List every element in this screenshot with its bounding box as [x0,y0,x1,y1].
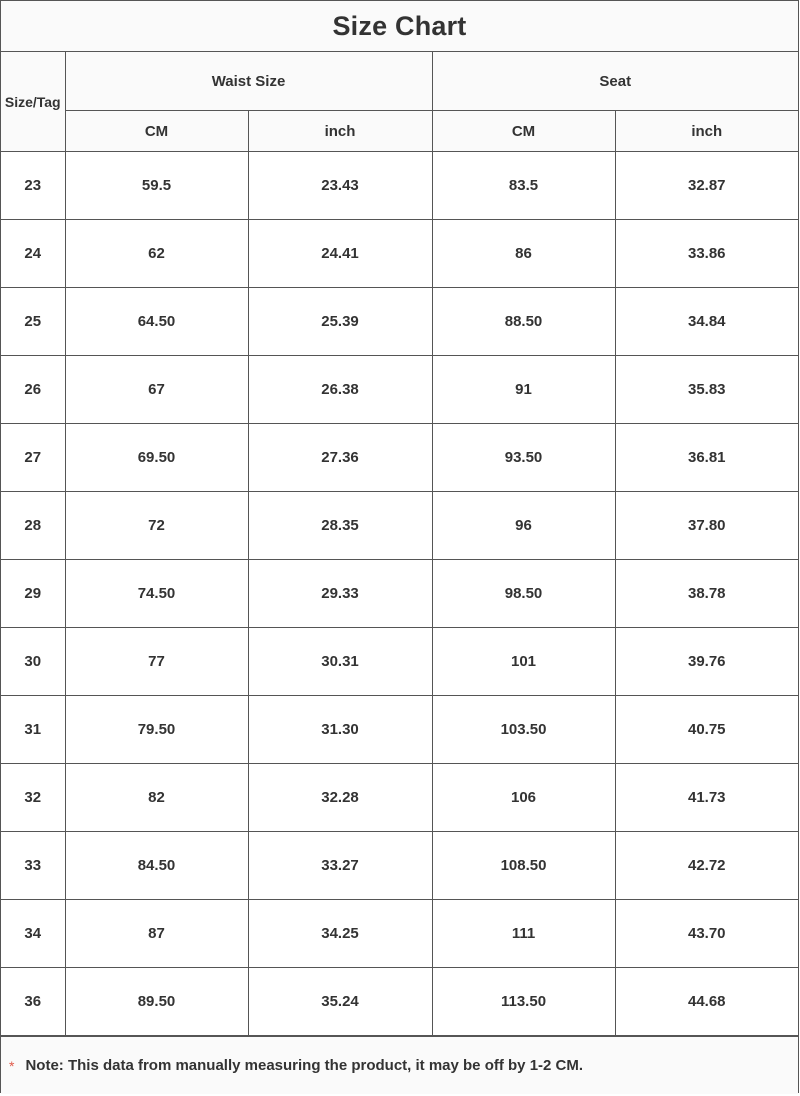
waist-cm-cell: 67 [65,356,248,424]
table-row [1,220,798,288]
waist-inch-cell: 28.35 [248,492,432,560]
seat-inch-cell: 37.80 [615,492,798,560]
seat-inch-cell: 38.78 [615,560,798,628]
seat-cm-cell: 108.50 [432,832,615,900]
seat-inch-cell: 41.73 [615,764,798,832]
waist-cm-cell: 59.5 [65,152,248,220]
waist-cm-cell: 74.50 [65,560,248,628]
waist-cm-cell: 69.50 [65,424,248,492]
header-unit-row [1,111,798,152]
seat-cm-cell: 93.50 [432,424,615,492]
header-group-row [1,52,798,111]
seat-inch-cell: 40.75 [615,696,798,764]
size-cell: 33 [1,832,65,900]
seat-cm-header: CM [432,111,615,152]
seat-header: Seat [432,52,798,111]
seat-cm-cell: 88.50 [432,288,615,356]
size-cell: 25 [1,288,65,356]
seat-cm-cell: 83.5 [432,152,615,220]
waist-cm-header: CM [65,111,248,152]
waist-cm-cell: 72 [65,492,248,560]
waist-inch-cell: 30.31 [248,628,432,696]
seat-cm-cell: 98.50 [432,560,615,628]
waist-inch-cell: 32.28 [248,764,432,832]
seat-inch-cell: 39.76 [615,628,798,696]
seat-cm-cell: 101 [432,628,615,696]
waist-inch-header: inch [248,111,432,152]
seat-inch-header: inch [615,111,798,152]
seat-inch-cell: 34.84 [615,288,798,356]
table-row [1,560,798,628]
seat-inch-cell: 32.87 [615,152,798,220]
waist-inch-cell: 27.36 [248,424,432,492]
seat-cm-cell: 113.50 [432,968,615,1036]
waist-cm-cell: 89.50 [65,968,248,1036]
waist-inch-cell: 35.24 [248,968,432,1036]
table-row [1,424,798,492]
table-row [1,764,798,832]
size-cell: 32 [1,764,65,832]
table-row [1,492,798,560]
table-row [1,696,798,764]
seat-cm-cell: 106 [432,764,615,832]
table-row [1,628,798,696]
waist-cm-cell: 82 [65,764,248,832]
size-chart-table [1,52,798,1036]
waist-inch-cell: 34.25 [248,900,432,968]
seat-cm-cell: 91 [432,356,615,424]
waist-inch-cell: 23.43 [248,152,432,220]
seat-cm-cell: 86 [432,220,615,288]
seat-cm-cell: 103.50 [432,696,615,764]
size-cell: 24 [1,220,65,288]
table-header [1,52,798,152]
table-body [1,152,798,1036]
waist-cm-cell: 87 [65,900,248,968]
waist-cm-cell: 84.50 [65,832,248,900]
seat-inch-cell: 43.70 [615,900,798,968]
size-cell: 23 [1,152,65,220]
waist-inch-cell: 33.27 [248,832,432,900]
seat-inch-cell: 44.68 [615,968,798,1036]
note-bar [1,1036,798,1094]
table-row [1,900,798,968]
seat-inch-cell: 35.83 [615,356,798,424]
size-tag-header: Size/Tag [1,52,65,152]
waist-cm-cell: 62 [65,220,248,288]
table-row [1,152,798,220]
size-cell: 27 [1,424,65,492]
table-row [1,356,798,424]
page-title: Size Chart [332,10,467,41]
table-row [1,832,798,900]
size-cell: 30 [1,628,65,696]
waist-cm-cell: 77 [65,628,248,696]
table-row [1,288,798,356]
seat-cm-cell: 111 [432,900,615,968]
waist-inch-cell: 29.33 [248,560,432,628]
waist-cm-cell: 64.50 [65,288,248,356]
size-cell: 26 [1,356,65,424]
size-cell: 31 [1,696,65,764]
seat-inch-cell: 33.86 [615,220,798,288]
size-cell: 28 [1,492,65,560]
waist-cm-cell: 79.50 [65,696,248,764]
seat-inch-cell: 42.72 [615,832,798,900]
size-cell: 29 [1,560,65,628]
size-cell: 34 [1,900,65,968]
title-bar [1,1,798,52]
seat-cm-cell: 96 [432,492,615,560]
waist-inch-cell: 26.38 [248,356,432,424]
table-row [1,968,798,1036]
note-text: Note: This data from manually measuring the product, it may be off by 1-2 CM. [25,1057,584,1074]
size-cell: 36 [1,968,65,1036]
waist-inch-cell: 31.30 [248,696,432,764]
waist-inch-cell: 24.41 [248,220,432,288]
seat-inch-cell: 36.81 [615,424,798,492]
note-asterisk: * [9,1057,15,1074]
waist-size-header: Waist Size [65,52,432,111]
waist-inch-cell: 25.39 [248,288,432,356]
